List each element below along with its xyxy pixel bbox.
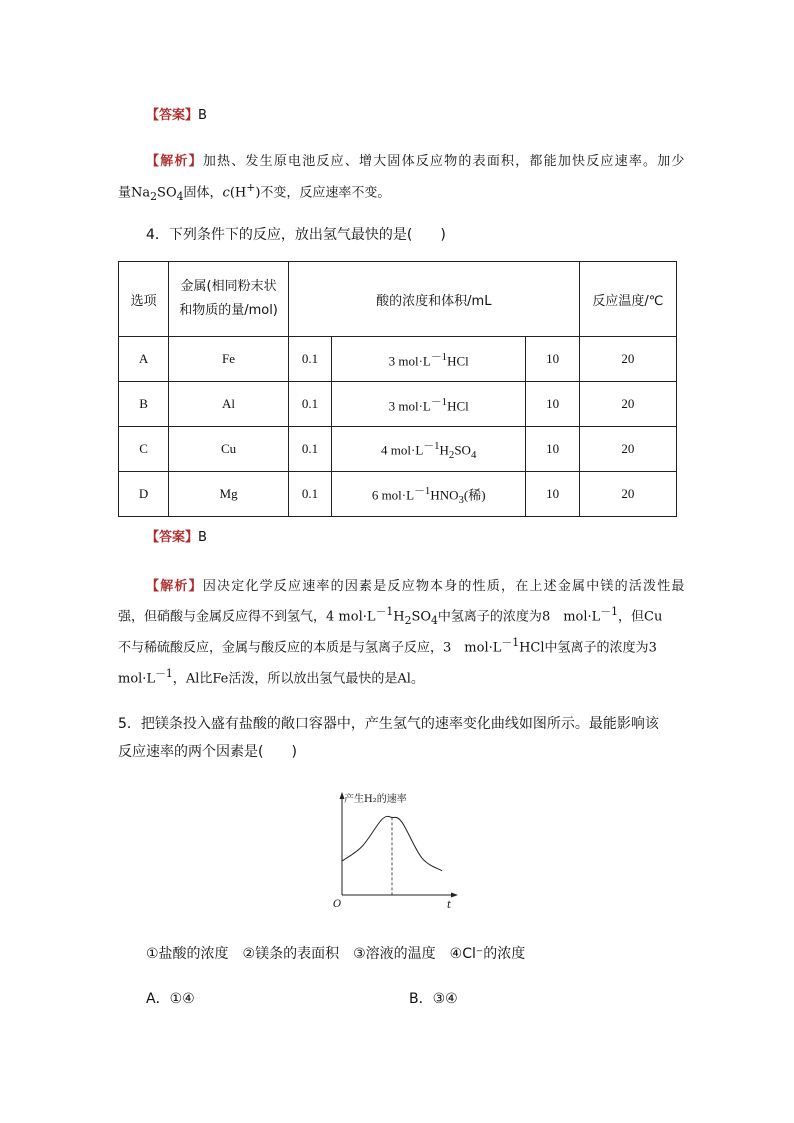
acid-cell: 6 $mol\cdot L^{-1}HNO_3$(稀) bbox=[331, 472, 526, 517]
acid-cell: 3 $mol\cdot L^{-1}HCl$ bbox=[331, 382, 526, 427]
rate-chart bbox=[330, 790, 460, 915]
option-a: A．①④ bbox=[146, 991, 195, 1007]
explanation-2-line-4: $mol\cdot L^{-1}$，Al比Fe活泼，所以放出氢气最快的是Al。 bbox=[118, 667, 424, 687]
table-row: A Fe 0.1 3 $mol\cdot L^{-1}HCl$ 10 20 bbox=[119, 337, 677, 382]
explanation-2-line-1: 【解析】因决定化学反应速率的因素是反应物本身的性质，在上述金属中镁的活泼性最 bbox=[146, 579, 686, 594]
explanation-1-line-2: 量$Na_2SO_4$固体，c(H+)不变，反应速率不变。 bbox=[118, 181, 391, 203]
header-metal: 金属(相同粉末状 和物质的量/mol) bbox=[169, 262, 289, 337]
x-axis-arrow bbox=[451, 893, 458, 898]
origin-label: O bbox=[333, 899, 342, 910]
table-row: C Cu 0.1 4 $mol\cdot L^{-1}H_2SO_4$ 10 20 bbox=[119, 427, 677, 472]
factor-list: ①盐酸的浓度 ②镁条的表面积 ③溶液的温度 ④Cl⁻的浓度 bbox=[146, 946, 526, 962]
question-5-line-2: 反应速率的两个因素是( ) bbox=[118, 744, 297, 760]
explanation-1-line-1: 【解析】加热、发生原电池反应、增大固体反应物的表面积，都能加快反应速率。加少 bbox=[146, 154, 686, 169]
y-axis-label: 产生H₂的速率 bbox=[344, 794, 407, 805]
question-5-line-1: 5．把镁条投入盛有盐酸的敞口容器中，产生氢气的速率变化曲线如图所示。最能影响该 bbox=[118, 716, 659, 732]
answer-1 bbox=[146, 104, 207, 123]
header-acid: 酸的浓度和体积/mL bbox=[288, 262, 579, 337]
acid-cell: 3 $mol\cdot L^{-1}HCl$ bbox=[331, 337, 526, 382]
table-row: D Mg 0.1 6 $mol\cdot L^{-1}HNO_3$(稀) 10 20 bbox=[119, 472, 677, 517]
explanation-tag: 【解析】 bbox=[146, 154, 203, 169]
answer-value: B bbox=[198, 108, 207, 123]
option-b: B．③④ bbox=[409, 991, 458, 1007]
answer-2 bbox=[146, 526, 207, 545]
table-header-row bbox=[119, 262, 677, 337]
answer-tag: 【答案】 bbox=[146, 108, 199, 123]
acid-cell: 4 $mol\cdot L^{-1}H_2SO_4$ bbox=[331, 427, 526, 472]
x-axis-label: t bbox=[447, 900, 452, 911]
reaction-table bbox=[118, 261, 677, 517]
header-option: 选项 bbox=[119, 262, 169, 337]
answer-value: B bbox=[198, 530, 207, 545]
explanation-tag: 【解析】 bbox=[146, 579, 203, 594]
question-4: 4．下列条件下的反应，放出氢气最快的是( ) bbox=[146, 227, 446, 243]
answer-tag: 【答案】 bbox=[146, 530, 199, 545]
explanation-2-line-2: 强，但硝酸与金属反应得不到氢气，4 $mol\cdot L^{-1}H_2SO_4$中氢离子的浓度为8 $mol\cdot L^{-1}$，但Cu bbox=[118, 605, 663, 627]
explanation-2-line-3: 不与稀硫酸反应，金属与酸反应的本质是与氢离子反应，3 $mol\cdot L^{-1}HCl$中氢离子的浓度为3 bbox=[118, 636, 657, 656]
header-temp: 反应温度/℃ bbox=[579, 262, 676, 337]
table-row: B Al 0.1 3 $mol\cdot L^{-1}HCl$ 10 20 bbox=[119, 382, 677, 427]
rate-chart-svg bbox=[330, 790, 460, 915]
